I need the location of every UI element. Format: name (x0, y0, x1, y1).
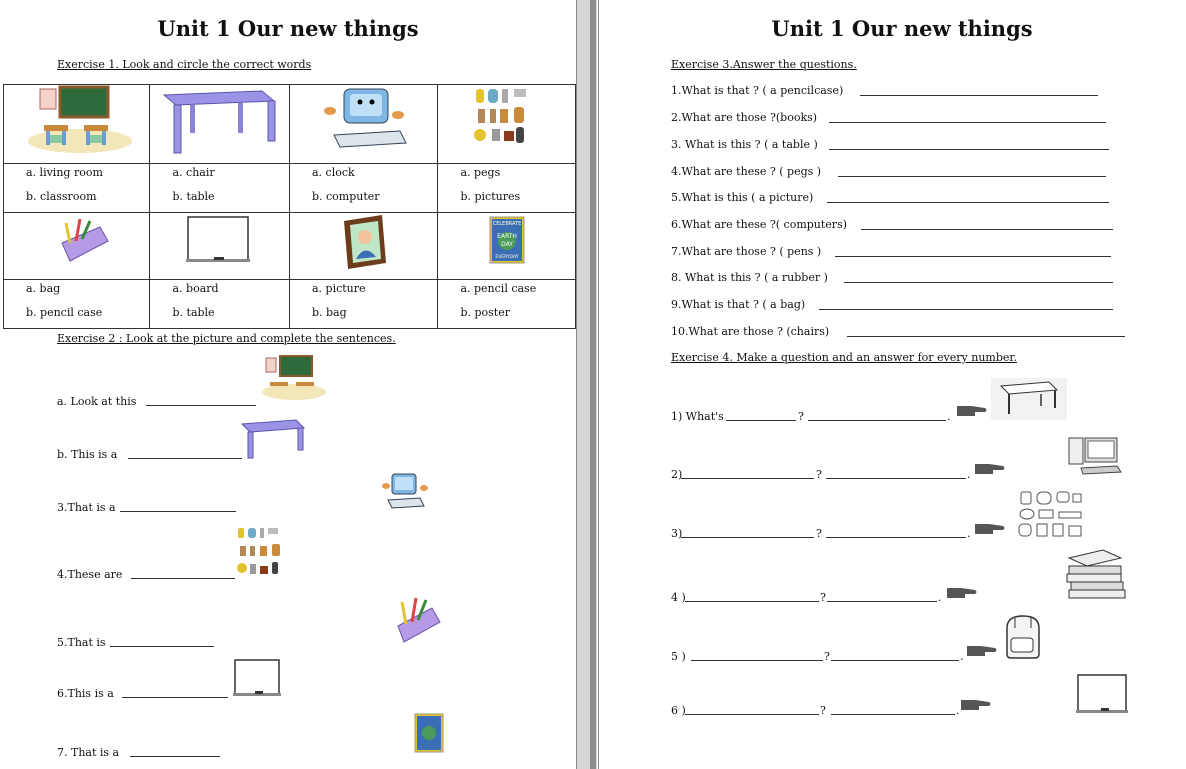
picture-frame-icon (290, 213, 438, 279)
computer-picture (290, 85, 437, 163)
pencil-case-icon (4, 213, 150, 279)
ex4-question-line-6[interactable] (685, 714, 819, 715)
whiteboard-sketch-icon (1075, 672, 1131, 718)
poster-picture (438, 213, 575, 279)
pointing-hand-icon (955, 402, 989, 418)
ex4-number-2: 2) (671, 468, 683, 481)
whiteboard-small-icon (233, 658, 283, 700)
ex4-answer-line-6[interactable] (831, 714, 955, 715)
ex3-answer-line-10[interactable] (847, 336, 1125, 337)
option-row-2 (4, 280, 576, 329)
poster-text-3: DAY (501, 241, 514, 248)
pegs-icon (438, 85, 575, 163)
ex4-qmark-4: ? (820, 591, 826, 604)
ex2-answer-line-5[interactable] (110, 646, 214, 647)
ex2-item-3: 3.That is a (57, 501, 116, 514)
ex3-question-4: 4.What are these ? ( pegs ) (671, 165, 822, 178)
pegs-small-icon (236, 524, 294, 580)
ex3-answer-line-7[interactable] (835, 256, 1111, 257)
ex4-answer-line-3[interactable] (826, 537, 966, 538)
pegs-picture (438, 85, 575, 163)
ex3-question-3: 3. What is this ? ( a table ) (671, 138, 818, 151)
option-b[interactable]: b. table (172, 190, 215, 203)
ex3-question-6: 6.What are these ?( computers) (671, 218, 847, 231)
ex3-question-10: 10.What are those ? (chairs) (671, 325, 830, 338)
option-a[interactable]: a. living room (26, 166, 103, 179)
left-page-title: Unit 1 Our new things (157, 16, 419, 41)
pointing-hand-icon (965, 642, 999, 658)
ex4-qmark-3: ? (816, 527, 822, 540)
right-page-title: Unit 1 Our new things (771, 16, 1033, 41)
ex4-question-line-1[interactable] (726, 420, 796, 421)
options-cell (290, 280, 437, 328)
pegs-sketch-icon (1013, 490, 1085, 538)
ex3-question-2: 2.What are those ?(books) (671, 111, 818, 124)
ex3-answer-line-4[interactable] (838, 176, 1106, 177)
ex2-answer-line-4[interactable] (131, 578, 235, 579)
ex3-answer-line-6[interactable] (861, 229, 1113, 230)
board-picture (150, 213, 289, 279)
ex2-item-7: 7. That is a (57, 746, 120, 759)
right-page (598, 0, 1186, 769)
pencil-case-picture (4, 213, 149, 279)
option-a[interactable]: a. pencil case (460, 282, 537, 295)
option-b[interactable]: b. pencil case (26, 306, 103, 319)
table-picture (150, 85, 289, 163)
ex2-item-4: 4.These are (57, 568, 123, 581)
ex4-qmark-6: ? (820, 704, 826, 717)
ex2-answer-line-7[interactable] (130, 756, 220, 757)
ex4-qmark-1: ? (798, 410, 804, 423)
option-b[interactable]: b. classroom (26, 190, 97, 203)
exercise3-heading: Exercise 3.Answer the questions. (671, 58, 857, 71)
books-sketch-icon (1063, 548, 1129, 602)
ex4-number-3: 3) (671, 527, 683, 540)
ex4-number-6: 6 ) (671, 704, 686, 717)
ex2-answer-line-b[interactable] (128, 458, 242, 459)
pointing-hand-icon (973, 460, 1007, 476)
ex2-answer-line-6[interactable] (122, 697, 228, 698)
computer-icon (290, 85, 438, 163)
ex3-question-7: 7.What are those ? ( pens ) (671, 245, 822, 258)
ex4-dot-3: . (967, 527, 971, 540)
ex4-answer-line-5[interactable] (831, 660, 959, 661)
option-b[interactable]: b. table (172, 306, 215, 319)
ex4-answer-line-4[interactable] (827, 601, 937, 602)
ex4-question-line-5[interactable] (691, 660, 823, 661)
picture-frame-picture (290, 213, 437, 279)
ex4-dot-5: . (960, 650, 964, 663)
poster-text-1: CELEBRATE (493, 221, 522, 227)
option-b[interactable]: b. bag (311, 306, 347, 319)
exercise2-heading: Exercise 2 : Look at the picture and complete the sentences. (57, 332, 396, 345)
poster-text-4: EVERYDAY (495, 255, 520, 260)
ex3-answer-line-5[interactable] (827, 202, 1109, 203)
ex3-answer-line-9[interactable] (819, 309, 1113, 310)
pointing-hand-icon (959, 696, 993, 712)
ex4-qmark-5: ? (824, 650, 830, 663)
ex4-dot-1: . (947, 410, 951, 423)
option-a[interactable]: a. clock (311, 166, 355, 179)
ex4-number-4: 4 ) (671, 591, 686, 604)
option-b[interactable]: b. pictures (460, 190, 521, 203)
computer-sketch-icon (1067, 436, 1123, 476)
image-row-1 (4, 85, 576, 164)
ex4-qmark-2: ? (816, 468, 822, 481)
page-gutter (577, 0, 597, 769)
ex4-answer-line-2[interactable] (826, 478, 966, 479)
options-cell (150, 164, 289, 212)
option-b[interactable]: b. poster (460, 306, 510, 319)
ex3-answer-line-8[interactable] (844, 282, 1113, 283)
ex3-question-9: 9.What is that ? ( a bag) (671, 298, 806, 311)
ex2-item-6: 6.This is a (57, 687, 114, 700)
option-a[interactable]: a. bag (26, 282, 61, 295)
ex4-question-line-4[interactable] (685, 601, 819, 602)
option-b[interactable]: b. computer (311, 190, 380, 203)
gutter-bar (590, 0, 596, 769)
classroom-small-icon (262, 356, 328, 404)
ex3-answer-line-3[interactable] (829, 149, 1109, 150)
options-cell (150, 280, 289, 328)
exercise1-table (3, 84, 576, 329)
ex4-question-line-2[interactable] (681, 478, 814, 479)
ex2-item-5: 5.That is (57, 636, 106, 649)
options-cell (438, 164, 575, 212)
table-small-icon (240, 418, 306, 460)
ex4-number-5: 5 ) (671, 650, 686, 663)
ex3-answer-line-2[interactable] (829, 122, 1106, 123)
classroom-picture (4, 85, 149, 163)
ex4-dot-4: . (938, 591, 942, 604)
ex3-question-5: 5.What is this ( a picture) (671, 191, 814, 204)
classroom-icon (4, 85, 150, 163)
pointing-hand-icon (973, 520, 1007, 536)
ex4-number-1: 1) What's (671, 410, 724, 423)
ex2-item-b: b. This is a (57, 448, 118, 461)
ex4-dot-6: . (956, 704, 960, 717)
exercise4-heading: Exercise 4. Make a question and an answer for every number. (671, 351, 1017, 364)
options-cell (438, 280, 575, 328)
earth-day-poster-icon (438, 213, 575, 279)
ex3-answer-line-1[interactable] (860, 95, 1098, 96)
table-icon (150, 85, 289, 163)
option-a[interactable]: a. chair (172, 166, 215, 179)
poster-text-2: EARTH (497, 233, 518, 240)
ex2-answer-line-3[interactable] (120, 511, 236, 512)
ex2-item-a: a. Look at this (57, 395, 137, 408)
options-cell (4, 280, 149, 328)
options-cell (290, 164, 437, 212)
ex3-question-1: 1.What is that ? ( a pencilcase) (671, 84, 844, 97)
option-row-1 (4, 164, 576, 213)
options-cell (4, 164, 149, 212)
pointing-hand-icon (945, 584, 979, 600)
ex2-answer-line-a[interactable] (146, 405, 256, 406)
option-a[interactable]: a. board (172, 282, 219, 295)
computer-small-icon (380, 472, 428, 510)
poster-small-icon (415, 714, 445, 754)
exercise1-heading: Exercise 1. Look and circle the correct words (57, 58, 312, 71)
ex4-answer-line-1[interactable] (808, 420, 946, 421)
left-page (0, 0, 577, 769)
option-a[interactable]: a. pegs (460, 166, 501, 179)
ex4-dot-2: . (967, 468, 971, 481)
ex3-question-8: 8. What is this ? ( a rubber ) (671, 271, 828, 284)
ex4-question-line-3[interactable] (681, 537, 814, 538)
pencil-case-small-icon (394, 592, 444, 648)
option-a[interactable]: a. picture (311, 282, 366, 295)
image-row-2 (4, 213, 576, 280)
backpack-sketch-icon (999, 614, 1045, 660)
table-sketch-icon (991, 378, 1067, 420)
whiteboard-icon (150, 213, 289, 279)
